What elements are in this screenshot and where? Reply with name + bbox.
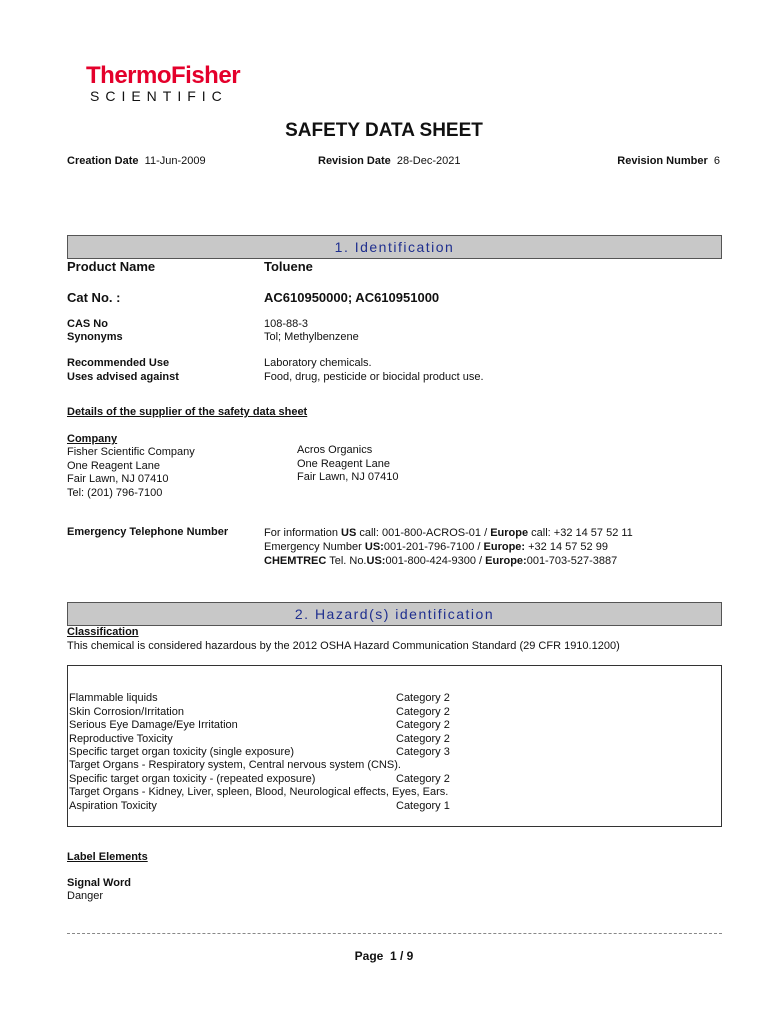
company-left-line: Tel: (201) 796-7100 [67, 486, 163, 499]
footer-divider [67, 933, 722, 934]
cat-no-label: Cat No. : [67, 290, 121, 305]
signal-word-value: Danger [67, 890, 104, 902]
hazard-name: Specific target organ toxicity (single exposure) [69, 746, 294, 758]
hazard-name: Target Organs - Kidney, Liver, spleen, Blood, Neurological effects, Eyes, Ears. [69, 786, 449, 798]
emergency-line-3: CHEMTREC Tel. No.US:001-800-424-9300 / Europe:001-703-527-3887 [264, 555, 618, 567]
cas-value: 108-88-3 [264, 318, 309, 330]
uses-against-label: Uses advised against [67, 371, 179, 383]
revision-date-value: 28-Dec-2021 [396, 155, 461, 167]
hazard-name: Flammable liquids [69, 692, 158, 704]
hazard-category: Category 2 [396, 692, 450, 704]
company-right-line: Fair Lawn, NJ 07410 [297, 471, 399, 483]
cat-no-value: AC610950000; AC610951000 [264, 290, 440, 305]
supplier-heading: Details of the supplier of the safety data sheet [67, 406, 308, 418]
emergency-line-1: For information US call: 001-800-ACROS-01 / Europe call: +32 14 57 52 11 [264, 527, 633, 539]
brand-logo: ThermoFisher [86, 62, 241, 89]
document-title: SAFETY DATA SHEET [285, 120, 483, 141]
signal-word-label: Signal Word [67, 877, 131, 889]
emergency-line-2: Emergency Number US:001-201-796-7100 / Europe: +32 14 57 52 99 [264, 541, 608, 553]
revision-number-value: 6 [713, 155, 720, 167]
hazard-name: Serious Eye Damage/Eye Irritation [69, 719, 238, 731]
cas-label: CAS No [67, 318, 108, 330]
hazard-name: Aspiration Toxicity [69, 800, 157, 812]
product-name-value: Toluene [264, 259, 313, 274]
uses-against-value: Food, drug, pesticide or biocidal product use. [264, 371, 484, 383]
hazard-category: Category 2 [396, 719, 450, 731]
hazard-category: Category 2 [396, 773, 450, 785]
page-value: 1 / 9 [390, 949, 414, 963]
revision-number-label: Revision Number [617, 155, 708, 167]
label-elements-heading: Label Elements [67, 851, 148, 863]
hazard-name: Reproductive Toxicity [69, 733, 173, 745]
creation-date-label: Creation Date [67, 155, 139, 167]
hazard-name: Target Organs - Respiratory system, Central nervous system (CNS). [69, 759, 401, 771]
section-1-header: 1. Identification [67, 235, 722, 259]
recommended-use-value: Laboratory chemicals. [264, 357, 372, 369]
hazard-category: Category 3 [396, 746, 450, 758]
hazard-classification-table [67, 665, 722, 827]
emergency-numbers [264, 526, 633, 568]
classification-heading: Classification [67, 626, 139, 638]
revision-date-label: Revision Date [318, 155, 391, 167]
emergency-label: Emergency Telephone Number [67, 526, 229, 538]
company-address-left [67, 446, 195, 500]
creation-date [67, 155, 206, 167]
classification-text: This chemical is considered hazardous by the 2012 OSHA Hazard Communication Standard (29 CFR 1910.1200) [67, 640, 620, 652]
hazard-name: Specific target organ toxicity - (repeated exposure) [69, 773, 316, 785]
hazard-category: Category 1 [396, 800, 450, 812]
hazard-category: Category 2 [396, 733, 450, 745]
page-label: Page [354, 949, 384, 963]
page-number [0, 949, 768, 963]
brand-logo-subtitle: SCIENTIFIC [90, 88, 228, 104]
product-name-label: Product Name [67, 259, 156, 274]
revision-date [318, 155, 460, 167]
recommended-use-label: Recommended Use [67, 357, 170, 369]
company-left-line: One Reagent Lane [67, 459, 160, 472]
company-left-line: Fair Lawn, NJ 07410 [67, 473, 169, 485]
company-address-right [297, 444, 399, 485]
hazard-name: Skin Corrosion/Irritation [69, 706, 184, 718]
synonyms-label: Synonyms [67, 331, 123, 343]
creation-date-value: 11-Jun-2009 [144, 155, 206, 167]
company-right-line: Acros Organics [297, 444, 373, 456]
company-heading: Company [67, 433, 118, 445]
revision-number [617, 155, 720, 167]
company-left-line: Fisher Scientific Company [67, 446, 195, 458]
hazard-category: Category 2 [396, 706, 450, 718]
synonyms-value: Tol; Methylbenzene [264, 331, 359, 343]
section-2-header: 2. Hazard(s) identification [67, 602, 722, 626]
company-right-line: One Reagent Lane [297, 457, 390, 470]
